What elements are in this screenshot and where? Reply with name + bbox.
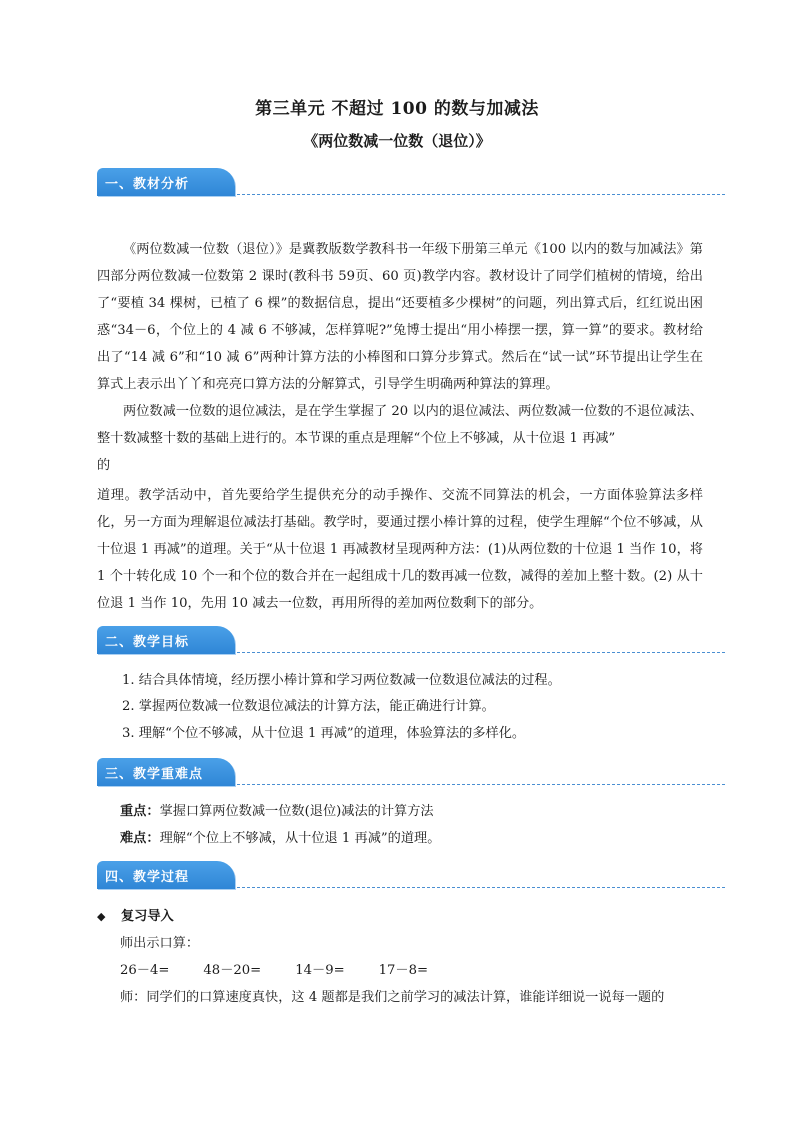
calc-item: 17－8= xyxy=(378,963,429,978)
section-label: 三、教学重难点 xyxy=(105,767,204,782)
dashed-divider xyxy=(237,652,725,653)
difficulty-text: 理解“个位上不够减，从十位退 1 再减”的道理。 xyxy=(159,831,441,846)
page-subtitle: 《两位数减一位数（退位）》 xyxy=(303,132,491,150)
section-tab xyxy=(97,168,235,196)
calc-item: 26－4= xyxy=(120,963,170,978)
objective-item: 3. 理解“个位不够减，从十位退 1 再减”的道理，体验算法的多样化。 xyxy=(122,726,526,741)
analysis-paragraph-2: 两位数减一位数的退位减法，是在学生掌握了 20 以内的退位减法、两位数减一位数的不退位减法、整十数减整十数的基础上进行的。本节课的重点是理解“个位上不够减，从十位退 1 再减” xyxy=(97,404,703,446)
difficulty-label: 难点： xyxy=(120,831,160,846)
analysis-paragraph-3: 道理。教学活动中，首先要给学生提供充分的动手操作、交流不同算法的机会，一方面体验算法多样化，另一方面为理解退位减法打基础。教学时，要通过摆小棒计算的过程，使学生理解“个位不够减，从十位退 1 再减”的道理。关于“从十位退 1 再减教材呈现两种方法：(1)从两位数的十位退 1 当作 10，将 1 个十转化成 10 个一和个位的数合并在一起组成十几的数再减一位数，减得的差加上整十数。(2) 从十位退 1 当作 10，先用 10 减去一位数，再用所得的差加两位数剩下的部分。 xyxy=(97,488,703,611)
section-label: 二、教学目标 xyxy=(105,635,190,650)
section-tab xyxy=(97,626,235,654)
objective-item: 1. 结合具体情境，经历摆小棒计算和学习两位数减一位数退位减法的过程。 xyxy=(122,673,561,688)
review-heading-row xyxy=(97,905,174,924)
key-point xyxy=(120,802,434,822)
dashed-divider xyxy=(237,784,725,785)
calc-item: 14－9= xyxy=(295,963,345,978)
difficulty-point xyxy=(120,829,440,849)
section-header-keypoints xyxy=(97,758,725,786)
section-header-process xyxy=(97,861,725,889)
objective-item: 2. 掌握两位数减一位数退位减法的计算方法，能正确进行计算。 xyxy=(122,699,495,714)
review-heading: 复习导入 xyxy=(121,909,174,924)
section-tab xyxy=(97,861,235,889)
key-point-label: 重点： xyxy=(120,804,160,819)
section-tab xyxy=(97,758,235,786)
dashed-divider xyxy=(237,887,725,888)
calc-item: 48－20= xyxy=(203,963,262,978)
dashed-divider xyxy=(237,194,725,195)
key-point-text: 掌握口算两位数减一位数(退位)减法的计算方法 xyxy=(159,804,434,819)
review-intro: 师出示口算： xyxy=(120,936,200,951)
calc-row xyxy=(120,959,462,978)
section-label: 四、教学过程 xyxy=(105,870,190,885)
section-label: 一、教材分析 xyxy=(105,177,190,192)
section-header-analysis xyxy=(97,168,725,196)
section-header-objectives xyxy=(97,626,725,654)
analysis-paragraph-2-tail: 的 xyxy=(97,458,111,473)
teacher-line: 师：同学们的口算速度真快，这 4 题都是我们之前学习的减法计算，谁能详细说一说每一题的 xyxy=(120,990,665,1005)
diamond-bullet-icon: ◆ xyxy=(97,910,106,923)
page-title: 第三单元 不超过 100 的数与加减法 xyxy=(255,99,539,119)
analysis-paragraph-1: 《两位数减一位数（退位）》是冀教版数学教科书一年级下册第三单元《100 以内的数与加减法》第四部分两位数减一位数第 2 课时(教科书 59页、60 页)教学内容。教材设计了同学们植树的情境，给出了“要植 34 棵树，已植了 6 棵”的数据信息，提出“还要植多少棵树”的问题，列出算式后，红红说出困惑“34－6，个位上的 4 减 6 不够减，怎样算呢?”兔博士提出“用小棒摆一摆，算一算”的要求。教材给出了“14 减 6”和“10 减 6”两种计算方法的小棒图和口算分步算式。然后在“试一试”环节提出让学生在算式上表示出丫丫和亮亮口算方法的分解算式，引导学生明确两种算法的算理。 xyxy=(97,242,703,392)
